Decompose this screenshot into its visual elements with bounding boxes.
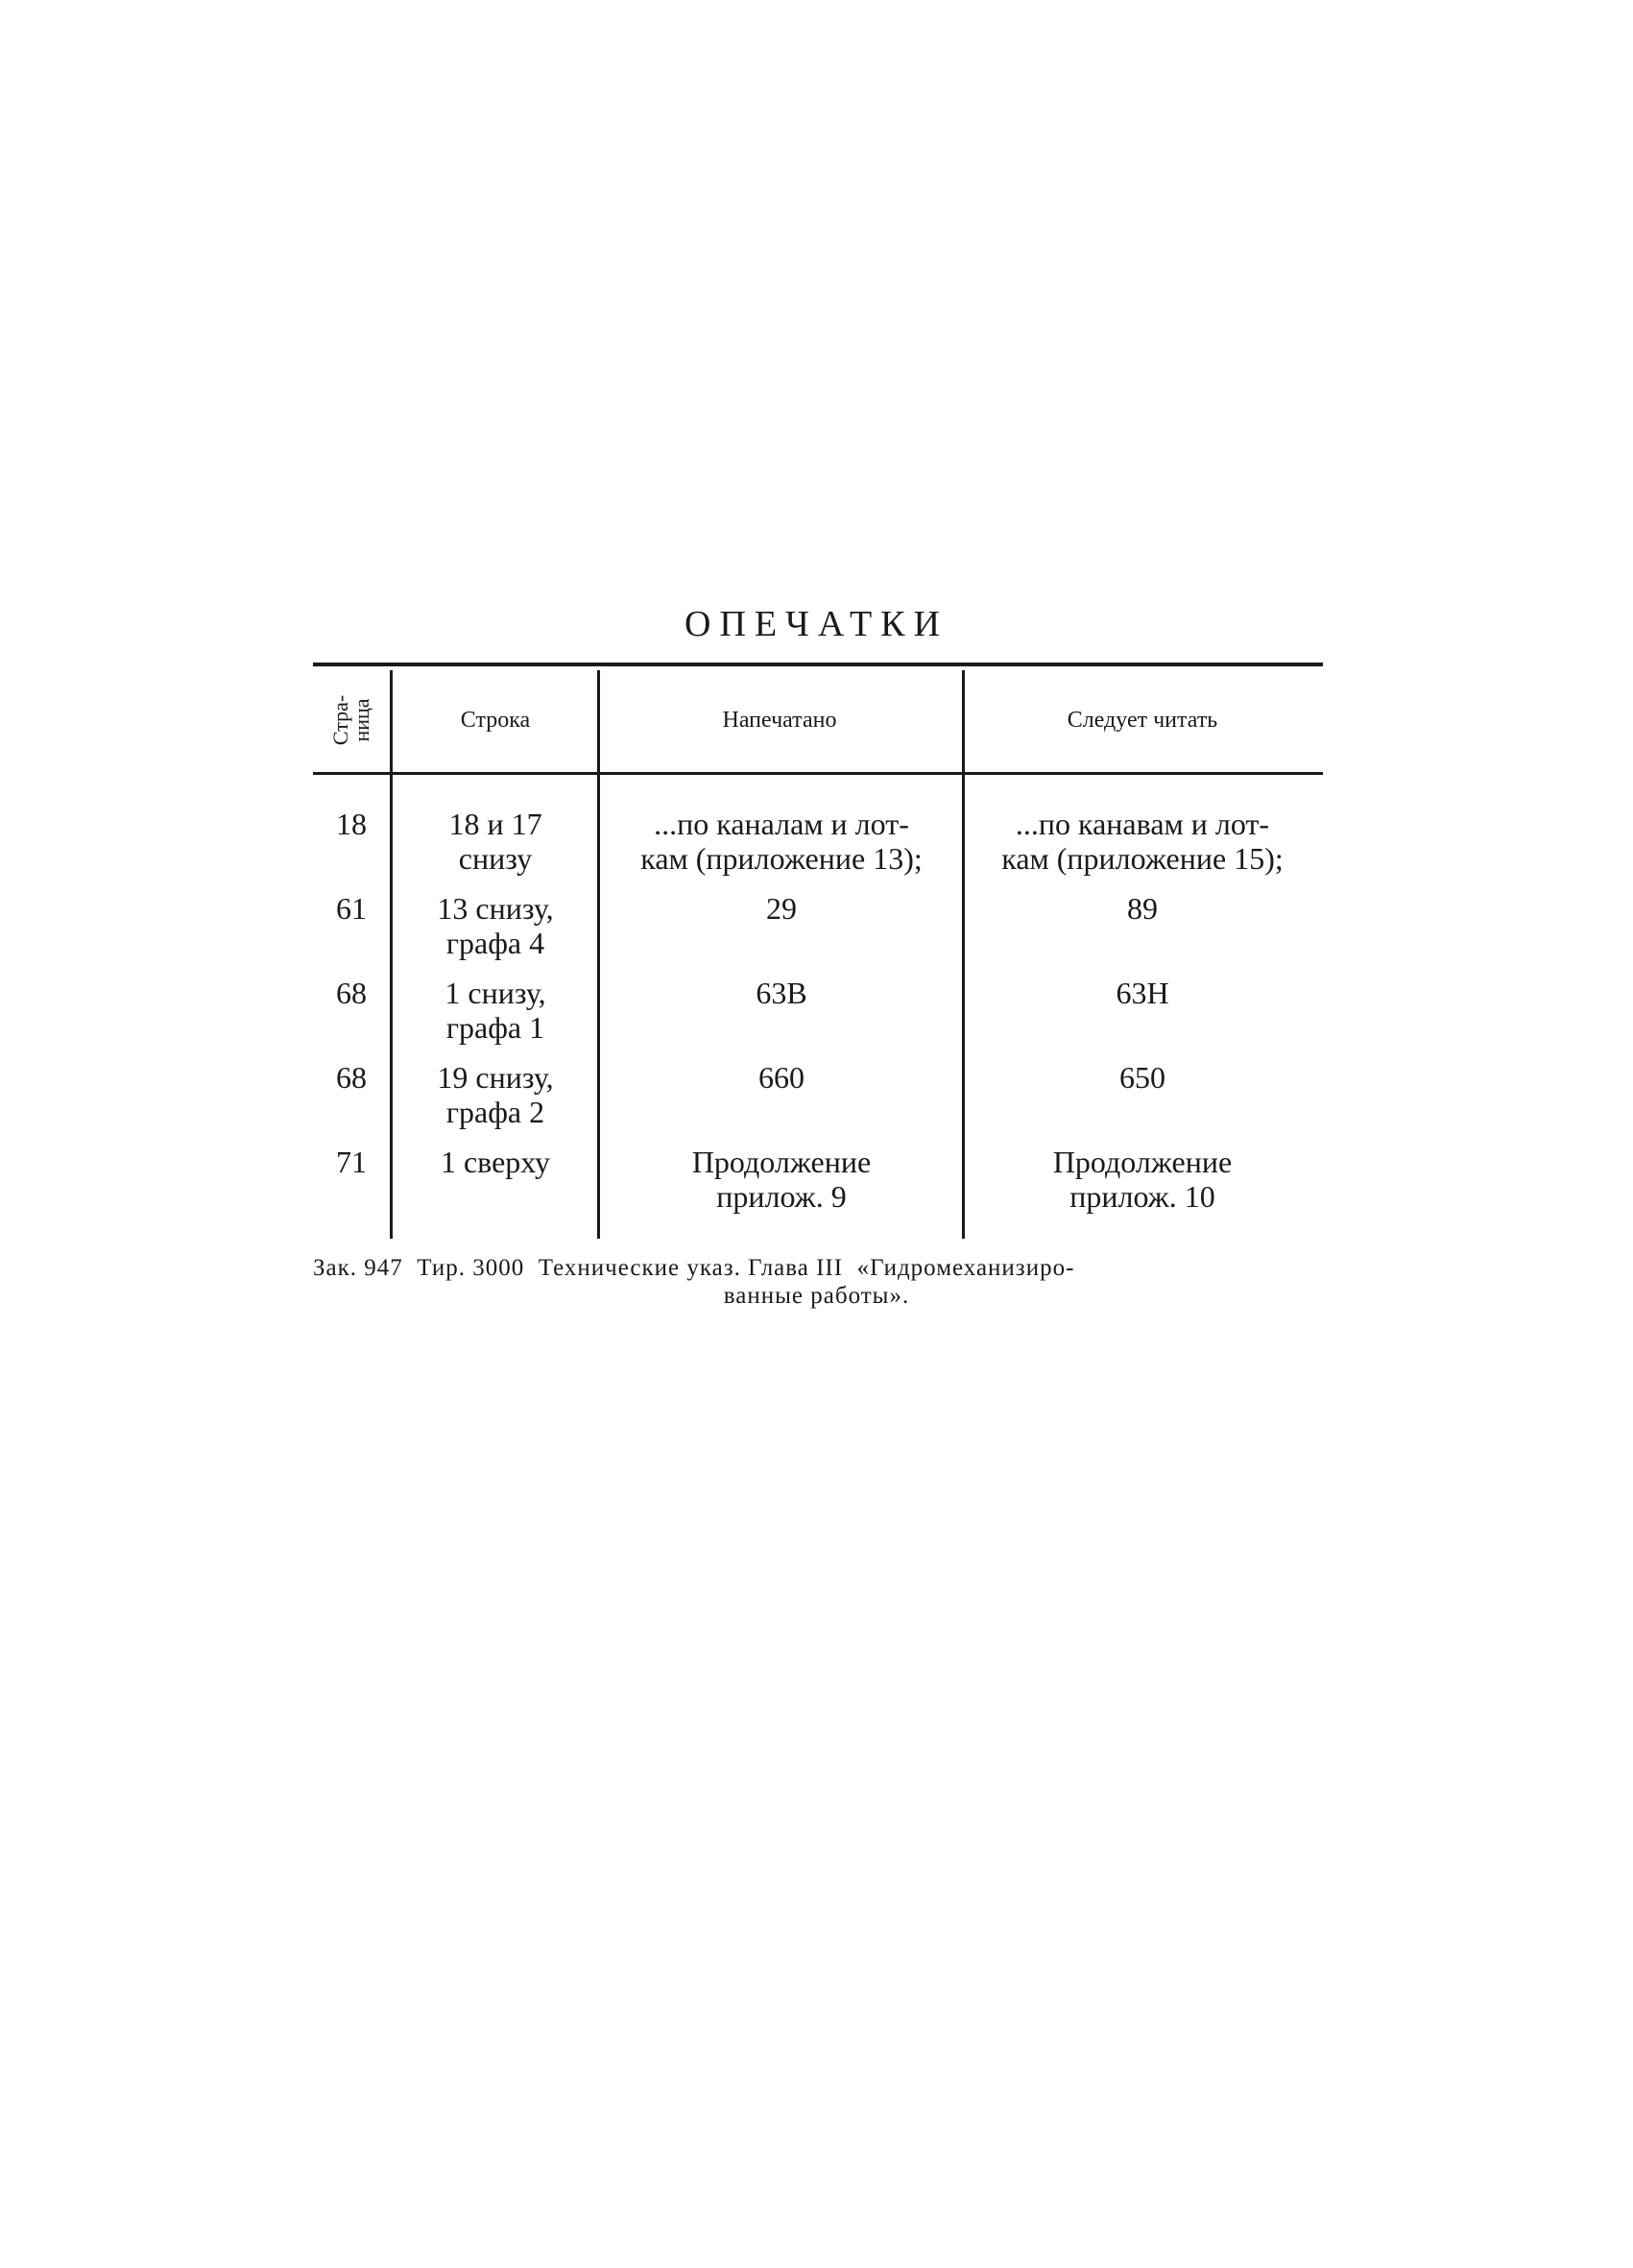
cell-line: 18 и 17 снизу <box>448 807 542 876</box>
header-correct: Следует читать <box>1067 707 1218 733</box>
cell-correct: 63Н <box>1116 976 1169 1010</box>
cell-printed: 63В <box>756 976 807 1010</box>
table-row <box>313 1145 1323 1229</box>
cell-page: 68 <box>336 1060 367 1095</box>
header-page: Стра- ница <box>327 694 373 746</box>
cell-correct: Продолжение прилож. 10 <box>1052 1145 1233 1214</box>
cell-line: 19 снизу, графа 2 <box>437 1060 554 1129</box>
cell-printed: 660 <box>758 1060 804 1095</box>
cell-correct: 89 <box>1127 891 1158 926</box>
cell-line: 1 сверху <box>440 1145 551 1179</box>
table-row <box>313 807 1323 891</box>
cell-line: 13 снизу, графа 4 <box>437 891 554 960</box>
cell-printed: 29 <box>766 891 797 926</box>
cell-page: 71 <box>336 1145 367 1179</box>
page-title: ОПЕЧАТКИ <box>684 604 949 644</box>
cell-correct: ...по канавам и лот- кам (приложение 15); <box>1001 807 1284 876</box>
cell-correct: 650 <box>1119 1060 1165 1095</box>
header-line: Строка <box>460 707 531 733</box>
cell-printed: ...по каналам и лот- кам (приложение 13); <box>640 807 923 876</box>
cell-printed: Продолжение прилож. 9 <box>691 1145 872 1214</box>
cell-page: 68 <box>336 976 367 1010</box>
imprint-line-2: ванные работы». <box>723 1283 910 1309</box>
table-top-rule <box>313 663 1323 666</box>
table-row <box>313 976 1323 1060</box>
cell-page: 61 <box>336 891 367 926</box>
table-row <box>313 891 1323 976</box>
imprint-line-1: Зак. 947 Тир. 3000 Технические указ. Глава III «Гидромеханизиро- <box>313 1255 1075 1281</box>
table-row <box>313 1060 1323 1145</box>
cell-page: 18 <box>336 807 367 841</box>
table-header-rule <box>313 772 1323 775</box>
errata-table <box>313 663 1323 1239</box>
header-printed: Напечатано <box>722 707 837 733</box>
cell-line: 1 снизу, графа 1 <box>444 976 546 1045</box>
